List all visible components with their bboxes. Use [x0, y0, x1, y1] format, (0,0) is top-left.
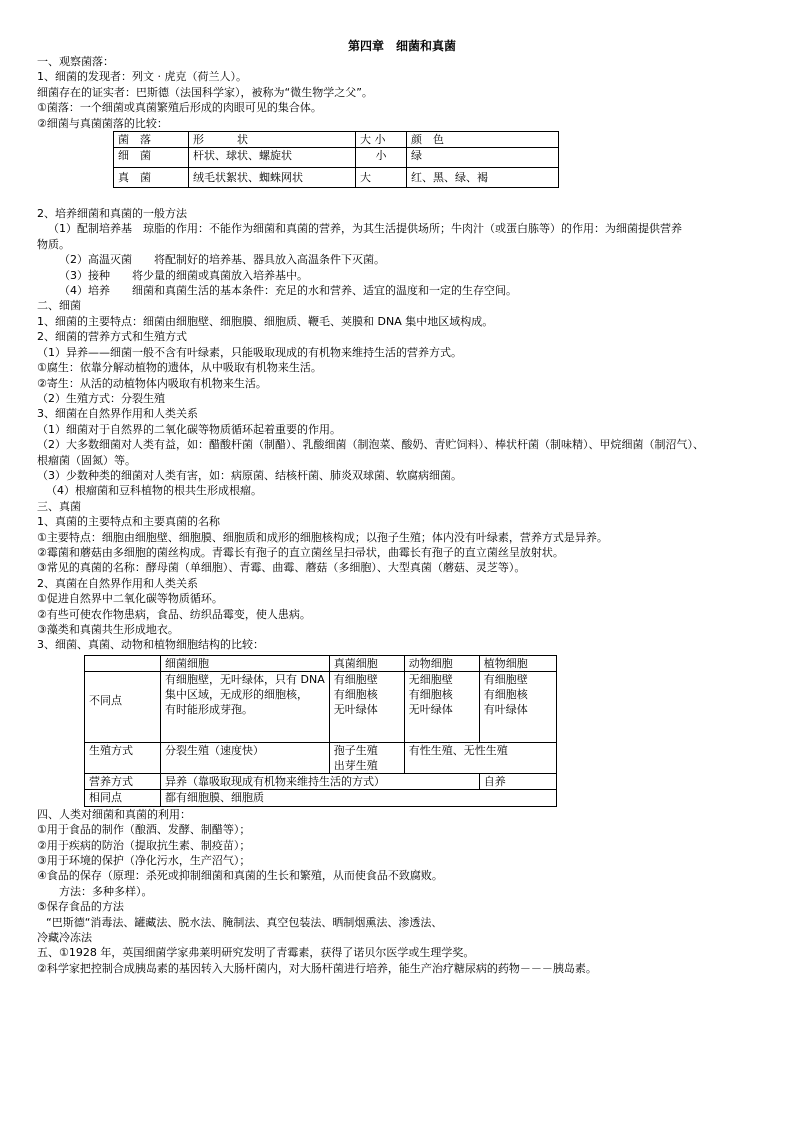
table-header-cell: 大 小	[356, 132, 407, 148]
cell-text: 孢子生殖	[333, 743, 378, 757]
text-line: （4）根瘤菌和豆科植物的根共生形成根瘤。	[46, 484, 262, 498]
table-cell: 小	[356, 148, 407, 168]
table-header-cell: 细菌细胞	[161, 655, 330, 671]
table-row	[85, 655, 557, 671]
table-cell	[329, 742, 404, 773]
text-line: （4）培养 细菌和真菌生活的基本条件：充足的水和营养、适宜的温度和一定的生存空间。	[59, 284, 517, 298]
text-line: 细菌存在的证实者：巴斯德（法国科学家），被称为“微生物学之父”。	[37, 85, 373, 99]
table-cell: 杆状、球状、螺旋状	[189, 148, 356, 168]
spacer	[37, 188, 767, 206]
text-line: 3、细菌、真菌、动物和植物细胞结构的比较：	[37, 638, 264, 652]
table-cell: 细 菌	[114, 148, 189, 168]
cell-text: 出芽生殖	[333, 758, 378, 772]
table-cell: 绒毛状絮状、蜘蛛网状	[189, 168, 356, 188]
table-cell: 营养方式	[85, 773, 161, 789]
table-row	[85, 742, 557, 773]
section-observe-colony	[37, 54, 767, 131]
text-line: ⑤保存食品的方法	[37, 900, 124, 914]
table-cell	[479, 671, 556, 742]
text-line: （1）细菌对于自然界的二氧化碳等物质循环起着重要的作用。	[37, 422, 341, 436]
table-cell: 红、黑、绿、褐	[407, 168, 559, 188]
cell-text: 有细胞核	[333, 687, 378, 701]
table-cell: 绿	[407, 148, 559, 168]
table-cell	[404, 671, 479, 742]
table-cell: 真 菌	[114, 168, 189, 188]
heading-observe-colony: 一、观察菌落：	[37, 55, 114, 68]
heading-culture-method: 2、培养细菌和真菌的一般方法	[37, 207, 187, 221]
table-row	[85, 671, 557, 742]
table-cell: 生殖方式	[85, 742, 161, 773]
cell-text: 无叶绿体	[408, 702, 453, 716]
chapter-title: 第四章 细菌和真菌	[347, 39, 456, 53]
table-header-cell: 真菌细胞	[329, 655, 404, 671]
text-line: ③常见的真菌的名称：酵母菌（单细胞）、青霉、曲霉、蘑菇（多细胞）、大型真菌（蘑菇、灵芝等）。	[37, 561, 526, 575]
text-line: ②霉菌和蘑菇由多细胞的菌丝构成。青霉长有孢子的直立菌丝呈扫帚状，曲霉长有孢子的直立菌丝呈放射状。	[37, 545, 564, 559]
text-line: （1）异养——细菌一般不含有叶绿素，只能吸取现成的有机物来维持生活的营养方式。	[37, 345, 462, 359]
table-cell: 都有细胞膜、细胞质	[161, 789, 557, 806]
text-line: ①促进自然界中二氧化碳等物质循环。	[37, 592, 223, 606]
cell-text: 集中区域，无成形的细胞核，	[165, 687, 308, 701]
text-line: （2）生殖方式：分裂生殖	[37, 391, 165, 405]
text-line: ③藻类和真菌共生形成地衣。	[37, 623, 179, 636]
table-cell: 异养（靠吸取现成有机物来维持生活的方式）	[161, 773, 480, 789]
text-line: 3、细菌在自然界作用和人类关系	[37, 407, 198, 421]
text-line: 2、真菌在自然界作用和人类关系	[37, 576, 198, 590]
table-header-cell: 颜 色	[407, 132, 559, 148]
cell-text: 有叶绿体	[483, 702, 528, 716]
table-cell	[161, 671, 330, 742]
text-line: 冷藏冷冻法	[37, 931, 92, 945]
cell-text: 有细胞壁	[333, 672, 378, 686]
heading-human-use: 四、人类对细菌和真菌的利用：	[37, 807, 191, 821]
text-line: （3）少数种类的细菌对人类有害，如：病原菌、结核杆菌、肺炎双球菌、软腐病细菌。	[37, 468, 462, 482]
text-line: 1、真菌的主要特点和主要真菌的名称	[37, 515, 220, 529]
table-row	[114, 132, 559, 148]
table-cell: 大	[356, 168, 407, 188]
text-line: ②用于疾病的防治（提取抗生素、制疫苗）；	[37, 838, 251, 852]
cell-text: 有细胞壁，无叶绿体，只有 DNA	[165, 672, 325, 686]
table-header-cell: 菌 落	[114, 132, 189, 148]
table-cell: 有性生殖、无性生殖	[404, 742, 556, 773]
table-header-cell	[85, 655, 161, 671]
cell-text: 有细胞核	[408, 687, 453, 701]
text-line: ①腐生：依靠分解动植物的遗体，从中吸取有机物来生活。	[37, 361, 322, 375]
text-line: ②有些可使农作物患病，食品、纺织品霉变，使人患病。	[37, 607, 311, 621]
heading-five: 五、①1928 年，英国细菌学家弗莱明研究发明了青霉素，获得了诺贝尔医学或生理学奖。	[37, 946, 475, 960]
text-line: “巴斯德“消毒法、罐藏法、脱水法、腌制法、真空包装法、晒制烟熏法、渗透法、	[46, 915, 443, 929]
table-row	[85, 789, 557, 806]
text-line: （2）大多数细菌对人类有益，如：醋酸杆菌（制醋）、乳酸细菌（制泡菜、酸奶、青贮饲料）、棒状杆菌（制味精）、甲烷细菌（制沼气）、	[37, 438, 704, 452]
text-line: ①用于食品的制作（酿酒、发酵、制醋等）；	[37, 823, 251, 837]
document-page	[37, 38, 767, 976]
table-cell: 自养	[479, 773, 556, 789]
text-line: 物质。	[37, 237, 70, 251]
cell-text: 无细胞壁	[408, 672, 453, 686]
cell-text: 有时能形成芽孢。	[165, 702, 253, 716]
section-culture-and-bacteria-fungi	[37, 206, 767, 653]
text-line: ①菌落：一个细菌或真菌繁殖后形成的肉眼可见的集合体。	[37, 101, 322, 115]
text-line: ③用于环境的保护（净化污水，生产沼气）；	[37, 854, 251, 868]
table-cell: 不同点	[85, 671, 161, 742]
heading-fungi: 三、真菌	[37, 499, 81, 513]
table-header-cell: 动物细胞	[404, 655, 479, 671]
text-line: ②科学家把控制合成胰岛素的基因转入大肠杆菌内，对大肠杆菌进行培养，能生产治疗糖尿病的药物－－－胰岛素。	[37, 961, 597, 975]
text-line: （3）接种 将少量的细菌或真菌放入培养基中。	[59, 268, 308, 282]
cell-text: 有细胞壁	[483, 672, 528, 686]
cell-text: 无叶绿体	[333, 702, 378, 716]
text-line: 方法：多种多样）。	[59, 884, 153, 898]
table-cell: 分裂生殖（速度快）	[161, 742, 330, 773]
text-line: ④食品的保存（原理：杀死或抑制细菌和真菌的生长和繁殖，从而使食品不致腐败。	[37, 869, 443, 883]
text-line: 1、细菌的主要特点：细菌由细胞壁、细胞膜、细胞质、鞭毛、荚膜和 DNA 集中地区域构成。	[37, 314, 494, 328]
text-line: ①主要特点：细胞由细胞壁、细胞膜、细胞质和成形的细胞核构成；以孢子生殖；体内没有叶绿素，营养方式是异养。	[37, 530, 608, 544]
text-line: ②寄生：从活的动植物体内吸取有机物来生活。	[37, 376, 267, 390]
table-row	[114, 148, 559, 168]
text-line: （2）高温灭菌 将配制好的培养基、器具放入高温条件下灭菌。	[59, 253, 385, 267]
cell-comparison-table	[84, 655, 557, 807]
table-header-cell: 植物细胞	[479, 655, 556, 671]
text-line: 2、细菌的营养方式和生殖方式	[37, 330, 187, 344]
text-line: （1）配制培养基 琼脂的作用：不能作为细菌和真菌的营养，为其生活提供场所；牛肉汁（或蛋白胨等）的作用：为细菌提供营养	[48, 222, 682, 236]
heading-bacteria: 二、细菌	[37, 299, 81, 313]
section-human-use	[37, 807, 767, 976]
text-line: 根瘤菌（固氮）等。	[37, 453, 136, 467]
table-cell	[329, 671, 404, 742]
table-cell: 相同点	[85, 789, 161, 806]
table-header-cell: 形 状	[189, 132, 356, 148]
cell-text: 有细胞核	[483, 687, 528, 701]
text-line: 1、细菌的发现者：列文 · 虎克（荷兰人）。	[37, 70, 247, 84]
table-row	[85, 773, 557, 789]
text-line: ②细菌与真菌菌落的比较：	[37, 116, 168, 130]
table-row	[114, 168, 559, 188]
colony-comparison-table	[113, 131, 559, 188]
